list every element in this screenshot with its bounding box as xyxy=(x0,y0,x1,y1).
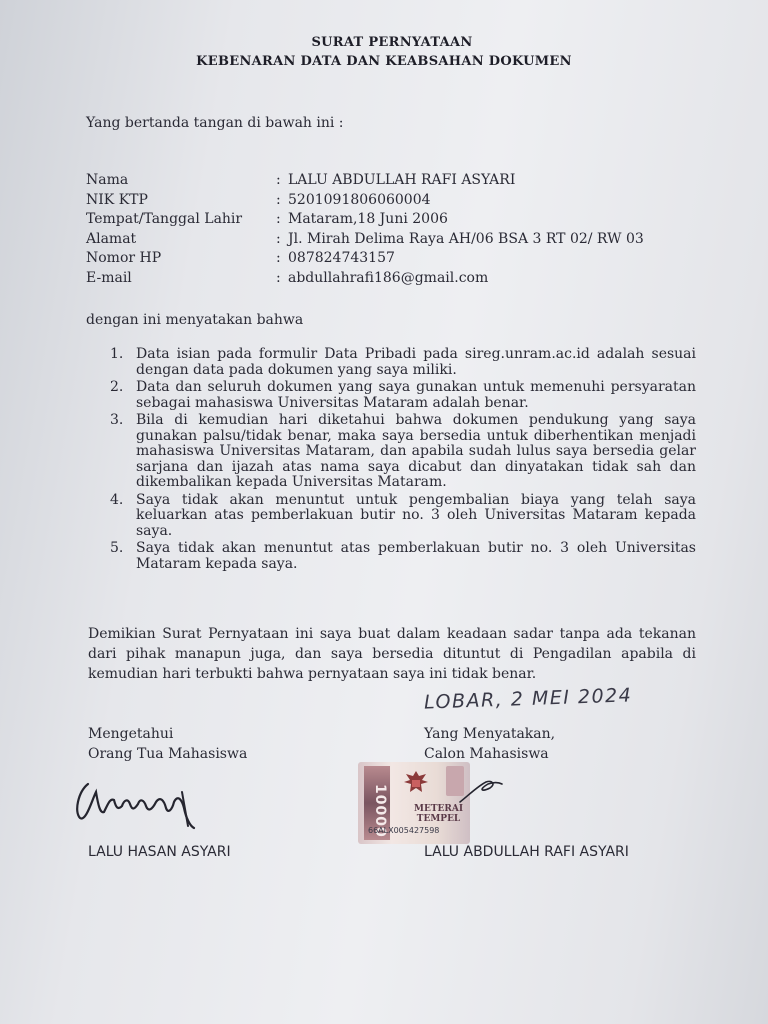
stamp-label-line1: METERAI xyxy=(414,804,464,814)
document-subtitle: KEBENARAN DATA DAN KEABSAHAN DOKUMEN xyxy=(196,54,572,69)
field-value: abdullahrafi186@gmail.com xyxy=(288,269,489,286)
stamp-label-line2: TEMPEL xyxy=(416,814,461,824)
right-signer-name: LALU ABDULLAH RAFI ASYARI xyxy=(424,844,629,860)
item-number: 5. xyxy=(110,540,124,556)
stamp-value: 10000 xyxy=(372,784,388,838)
field-separator: : xyxy=(276,191,281,208)
field-row-email xyxy=(86,270,644,290)
stamp-serial: 66ALX005427598 xyxy=(368,826,440,835)
student-signature-icon xyxy=(430,772,510,812)
document-title: SURAT PERNYATAAN xyxy=(311,35,473,50)
field-row-name xyxy=(86,172,644,192)
item-text: Saya tidak akan menuntut untuk pengembalian biaya yang telah saya keluarkan atas pemberlakuan butir no. 3 oleh Universitas Mataram kepada saya. xyxy=(136,491,696,539)
list-item xyxy=(110,347,696,378)
item-text: Data dan seluruh dokumen yang saya gunakan untuk memenuhi persyaratan sebagai mahasiswa Universitas Mataram adalah benar. xyxy=(136,379,696,411)
field-value: 5201091806060004 xyxy=(288,191,431,208)
field-separator: : xyxy=(276,211,281,227)
item-text: Data isian pada formulir Data Pribadi pada sireg.unram.ac.id adalah sesuai dengan data pada dokumen yang saya miliki. xyxy=(136,346,696,378)
item-number: 4. xyxy=(110,491,124,508)
field-value: Mataram,18 Juni 2006 xyxy=(288,211,448,227)
list-item xyxy=(110,541,696,572)
field-row-birth xyxy=(86,211,644,231)
field-label: Nama xyxy=(86,172,129,188)
field-label: Alamat xyxy=(86,230,137,247)
field-value: Jl. Mirah Delima Raya AH/06 BSA 3 RT 02/ RW 03 xyxy=(288,230,644,247)
field-row-address xyxy=(86,231,644,251)
list-item xyxy=(110,493,696,540)
closing-paragraph: Demikian Surat Pernyataan ini saya buat dalam keadaan sadar tanpa ada tekanan dari pihak manapun juga, dan saya bersedia dituntut di Pengadilan apabila di kemudian hari terbukti bahwa pernyataan saya ini tidak benar. xyxy=(88,626,696,682)
item-number: 3. xyxy=(110,412,124,428)
garuda-emblem-icon xyxy=(402,768,430,798)
item-number: 2. xyxy=(110,379,124,395)
field-separator: : xyxy=(276,269,281,286)
intro-text: Yang bertanda tangan di bawah ini : xyxy=(86,115,344,131)
left-signer-block xyxy=(88,724,247,764)
handwritten-place-date: LOBAR, 2 MEI 2024 xyxy=(423,684,633,714)
item-number: 1. xyxy=(110,346,124,362)
statement-list xyxy=(110,347,696,574)
field-separator: : xyxy=(276,230,281,247)
left-signer-line1: Mengetahui xyxy=(88,726,174,742)
right-signer-line1: Yang Menyatakan, xyxy=(424,726,556,742)
identity-fields xyxy=(86,172,644,289)
parent-signature-icon xyxy=(70,770,210,832)
right-signer-block xyxy=(424,724,555,764)
item-text: Bila di kemudian hari diketahui bahwa dokumen pendukung yang saya gunakan palsu/tidak benar, maka saya bersedia untuk diberhentikan menjadi mahasiswa Universitas Mataram, dan apabila sudah lulus saya bersedia gelar sarjana dan ijazah atas nama saya dicabut dan dinyatakan tidak sah dan dikembalikan kepada Universitas Mataram. xyxy=(136,412,696,490)
field-value: LALU ABDULLAH RAFI ASYARI xyxy=(288,172,516,188)
field-row-phone xyxy=(86,250,644,270)
field-row-nik xyxy=(86,192,644,212)
item-text: Saya tidak akan menuntut atas pemberlakuan butir no. 3 oleh Universitas Mataram kepada saya. xyxy=(136,540,696,572)
field-label: Tempat/Tanggal Lahir xyxy=(86,211,243,227)
left-signer-name: LALU HASAN ASYARI xyxy=(88,844,231,860)
list-item xyxy=(110,413,696,491)
statement-intro: dengan ini menyatakan bahwa xyxy=(86,312,304,328)
field-label: Nomor HP xyxy=(86,250,162,266)
field-label: E-mail xyxy=(86,269,132,286)
field-separator: : xyxy=(276,250,281,266)
right-signer-line2: Calon Mahasiswa xyxy=(424,746,549,762)
field-label: NIK KTP xyxy=(86,191,148,208)
field-value: 087824743157 xyxy=(288,250,395,266)
left-signer-line2: Orang Tua Mahasiswa xyxy=(88,746,248,762)
list-item xyxy=(110,380,696,411)
field-separator: : xyxy=(276,172,281,188)
